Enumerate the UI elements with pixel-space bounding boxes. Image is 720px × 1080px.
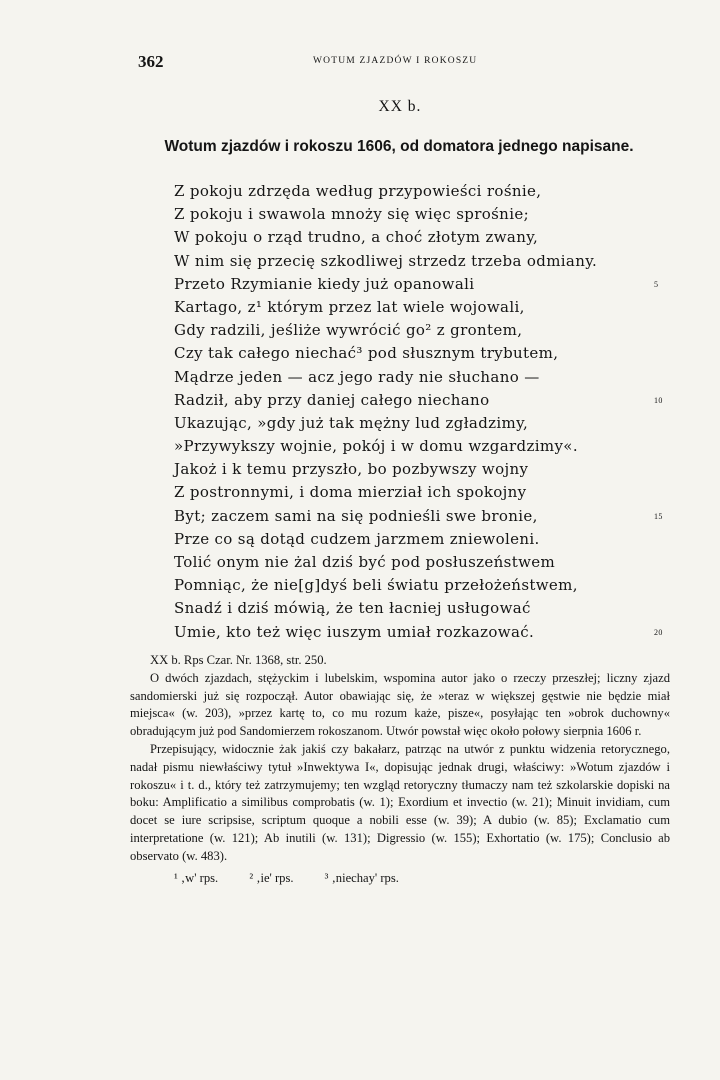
verse-line — [174, 574, 674, 597]
verse-text: W nim się przecię szkodliwej strzedz trzeba odmiany. — [174, 251, 598, 270]
verse-number: 5 — [654, 279, 659, 289]
verse-text: Z pokoju zdrzęda według przypowieści rośnie, — [174, 182, 542, 200]
verse-text: Ukazując, »gdy już tak mężny lud zgładzimy, — [174, 413, 529, 432]
verse-line — [174, 273, 674, 296]
editorial-notes — [130, 652, 670, 887]
verse-text: Z postronnymi, i doma mierział ich spokojny — [174, 483, 527, 502]
page-number: 362 — [138, 52, 164, 71]
footnote: ³ ‚niechay' rps. — [324, 870, 399, 885]
running-head — [138, 52, 668, 72]
verse-line — [174, 296, 674, 319]
verse-text: Czy tak całego niechać³ pod słusznym trybutem, — [174, 344, 559, 363]
note-paragraph: O dwóch zjazdach, stężyckim i lubelskim, wspomina autor jako o rzeczy przeszłej; liczny zjazd sandomierski już się rozpoczął. Autor obawiając się, że »teraz w większej gęstwie nie będzie miał miejsca« (w. 203), »przez kartę to, co mu rozum każe, pisze«, posyłając ten »obrok duchowny« obradującym już pod Sandomierzem rokoszanom. Utwór powstał więc około połowy sierpnia 1606 r. — [130, 670, 670, 739]
verse-number: 10 — [654, 395, 663, 405]
verse-line — [174, 412, 674, 435]
verse-line — [174, 528, 674, 551]
footnote: ² ‚ie' rps. — [249, 870, 294, 885]
section-label: XX b. — [378, 98, 422, 115]
poem-verses — [174, 180, 674, 644]
verse-text: Snadź i dziś mówią, że ten łacniej usługować — [174, 599, 531, 618]
verse-line — [174, 366, 674, 389]
verse-text: Gdy radzili, jeśliże wywrócić go² z grontem, — [174, 321, 523, 340]
verse-line — [174, 597, 674, 620]
verse-line — [174, 621, 674, 644]
footnote: ¹ ‚w' rps. — [174, 870, 219, 885]
verse-line — [174, 481, 674, 504]
verse-line — [174, 203, 674, 226]
verse-text: Umie, kto też więc iuszym umiał rozkazować. — [174, 622, 535, 641]
verse-text: Pomniąc, że nie[g]dyś beli światu przełożeństwem, — [174, 576, 578, 595]
verse-text: Prze co są dotąd cudzem jarzmem zniewoleni. — [174, 529, 540, 548]
verse-text: Tolić onym nie żal dziś być pod posłuszeństwem — [174, 553, 556, 571]
verse-text: Jakoż i k temu przyszło, bo pozbywszy wojny — [174, 460, 529, 479]
verse-text: Byt; zaczem sami na się podnieśli swe bronie, — [174, 506, 538, 525]
verse-line — [174, 435, 674, 458]
verse-text: »Przywykszy wojnie, pokój i w domu wzgardzimy«. — [174, 437, 578, 456]
verse-line — [174, 342, 674, 365]
source-note: XX b. Rps Czar. Nr. 1368, str. 250. — [150, 653, 327, 667]
verse-line — [174, 226, 674, 249]
footnotes — [130, 870, 670, 888]
poem-title: Wotum zjazdów i rokoszu 1606, od domatora jednego napisane. — [164, 138, 634, 155]
running-title: WOTUM ZJAZDÓW I ROKOSZU — [313, 56, 478, 66]
verse-line — [174, 458, 674, 481]
note-paragraph: Przepisujący, widocznie żak jakiś czy bakałarz, patrząc na utwór z punktu widzenia retorycznego, nadał pismu niewłaściwy tytuł »Inwektywa I«, dopisując jednak drugi, właściwy: »Wotum zjazdów i rokoszu« i t. d., który też zatrzymujemy; ten wzgląd retoryczny tłumaczy nam też szkolarskie dopiski na boku: Amplificatio a similibus comprobatis (w. 1); Exordium et invectio (w. 21); Minuit invidiam, cum docet se iure scripsise, scriptum quoque a nobili esse (w. 39); A dubio (w. 85); Exclamatio cum interpretatione (w. 121); Ab inutili (w. 131); Digressio (w. 155); Exhortatio (w. 175); Conclusio ab observato (w. 483). — [130, 741, 670, 863]
verse-text: Kartago, z¹ którym przez lat wiele wojowali, — [174, 297, 525, 316]
verse-number: 20 — [654, 627, 663, 637]
verse-line — [174, 389, 674, 412]
verse-line — [174, 551, 674, 574]
verse-text: Mądrze jeden — acz jego rady nie słuchano — — [174, 367, 540, 386]
verse-line — [174, 505, 674, 528]
verse-text: Z pokoju i swawola mnoży się więc sprośnie; — [174, 205, 529, 224]
verse-line — [174, 180, 674, 203]
verse-text: W pokoju o rząd trudno, a choć złotym zwany, — [174, 228, 539, 247]
verse-line — [174, 319, 674, 342]
verse-text: Przeto Rzymianie kiedy już opanowali — [174, 274, 475, 293]
verse-number: 15 — [654, 511, 663, 521]
verse-line — [174, 250, 674, 273]
verse-text: Radził, aby przy daniej całego niechano — [174, 390, 490, 409]
